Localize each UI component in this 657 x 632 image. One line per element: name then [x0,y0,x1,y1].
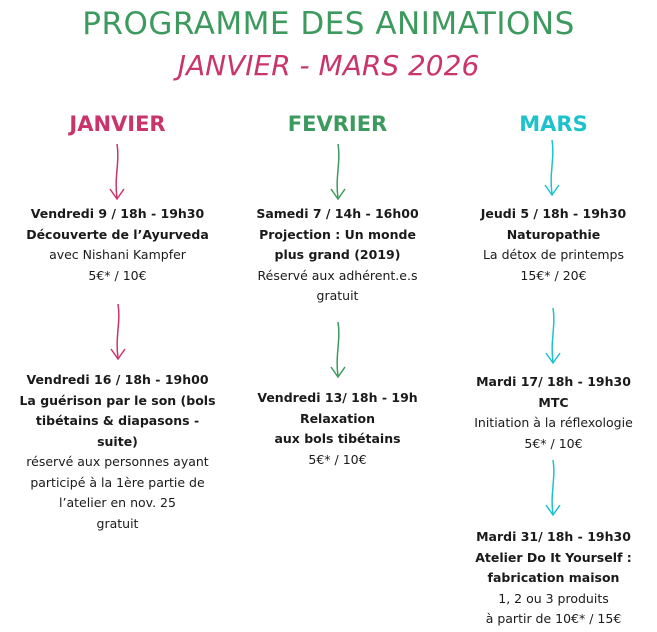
arrow-down-icon [328,320,348,380]
event-title: Naturopathie [506,226,601,242]
event-title: suite) [97,433,138,449]
event-title: Projection : Un monde [259,226,416,242]
arrow-down-icon [328,142,348,202]
arrow-down-icon [107,142,127,202]
event-date: Vendredi 9 / 18h - 19h30 [30,206,205,221]
month-heading-janvier: JANVIER [69,112,166,136]
event-detail: La détox de printemps [482,247,625,262]
event-title: tibétains & diapasons - [35,413,200,428]
page-subtitle: JANVIER - MARS 2026 [177,49,480,82]
event-detail: avec Nishani Kampfer [49,247,186,262]
event-price: 5€* / 10€ [524,435,583,451]
event-price: 5€* / 10€ [88,267,147,283]
event-price: 15€* / 20€ [520,267,587,283]
event-detail: participé à la 1ère partie de [30,474,205,490]
column-mars [446,0,657,632]
arrow-down-icon [543,458,563,518]
event-price: 5€* / 10€ [308,451,367,467]
event-title: La guérison par le son (bols [19,392,216,408]
event-detail: Réservé aux adhérent.e.s [257,267,418,283]
event-price: à partir de 10€* / 15€ [485,611,622,626]
event-card [230,204,445,307]
event-date: Vendredi 13/ 18h - 19h [257,390,418,405]
event-detail: Initiation à la réflexologie [474,415,633,430]
event-detail: l’atelier en nov. 25 [59,495,176,510]
event-price: gratuit [316,288,359,303]
arrow-down-icon [543,306,563,366]
event-title: aux bols tibétains [274,431,401,446]
event-card [446,204,657,286]
event-title: MTC [538,394,569,410]
event-price: gratuit [96,515,139,531]
event-date: Mardi 17/ 18h - 19h30 [476,374,631,389]
event-detail: 1, 2 ou 3 produits [498,590,609,606]
event-card [446,527,657,630]
column-fevrier [230,0,445,632]
page-title: PROGRAMME DES ANIMATIONS [82,6,575,42]
month-heading-fevrier: FEVRIER [287,112,388,136]
event-title: Relaxation [299,410,376,426]
event-card [10,370,225,534]
column-janvier [10,0,225,632]
event-date: Vendredi 16 / 18h - 19h00 [26,372,209,387]
event-title: Découverte de l’Ayurveda [26,226,209,242]
event-card [10,204,225,286]
event-date: Jeudi 5 / 18h - 19h30 [480,206,627,221]
event-title: plus grand (2019) [274,247,401,262]
event-card [230,388,445,470]
event-title: Atelier Do It Yourself : [475,549,632,565]
arrow-down-icon [542,138,562,198]
event-detail: réservé aux personnes ayant [26,454,209,469]
event-card [446,372,657,454]
month-heading-mars: MARS [519,112,588,136]
arrow-down-icon [108,302,128,362]
event-date: Samedi 7 / 14h - 16h00 [256,206,419,221]
event-title: fabrication maison [487,570,620,585]
event-date: Mardi 31/ 18h - 19h30 [476,529,631,544]
